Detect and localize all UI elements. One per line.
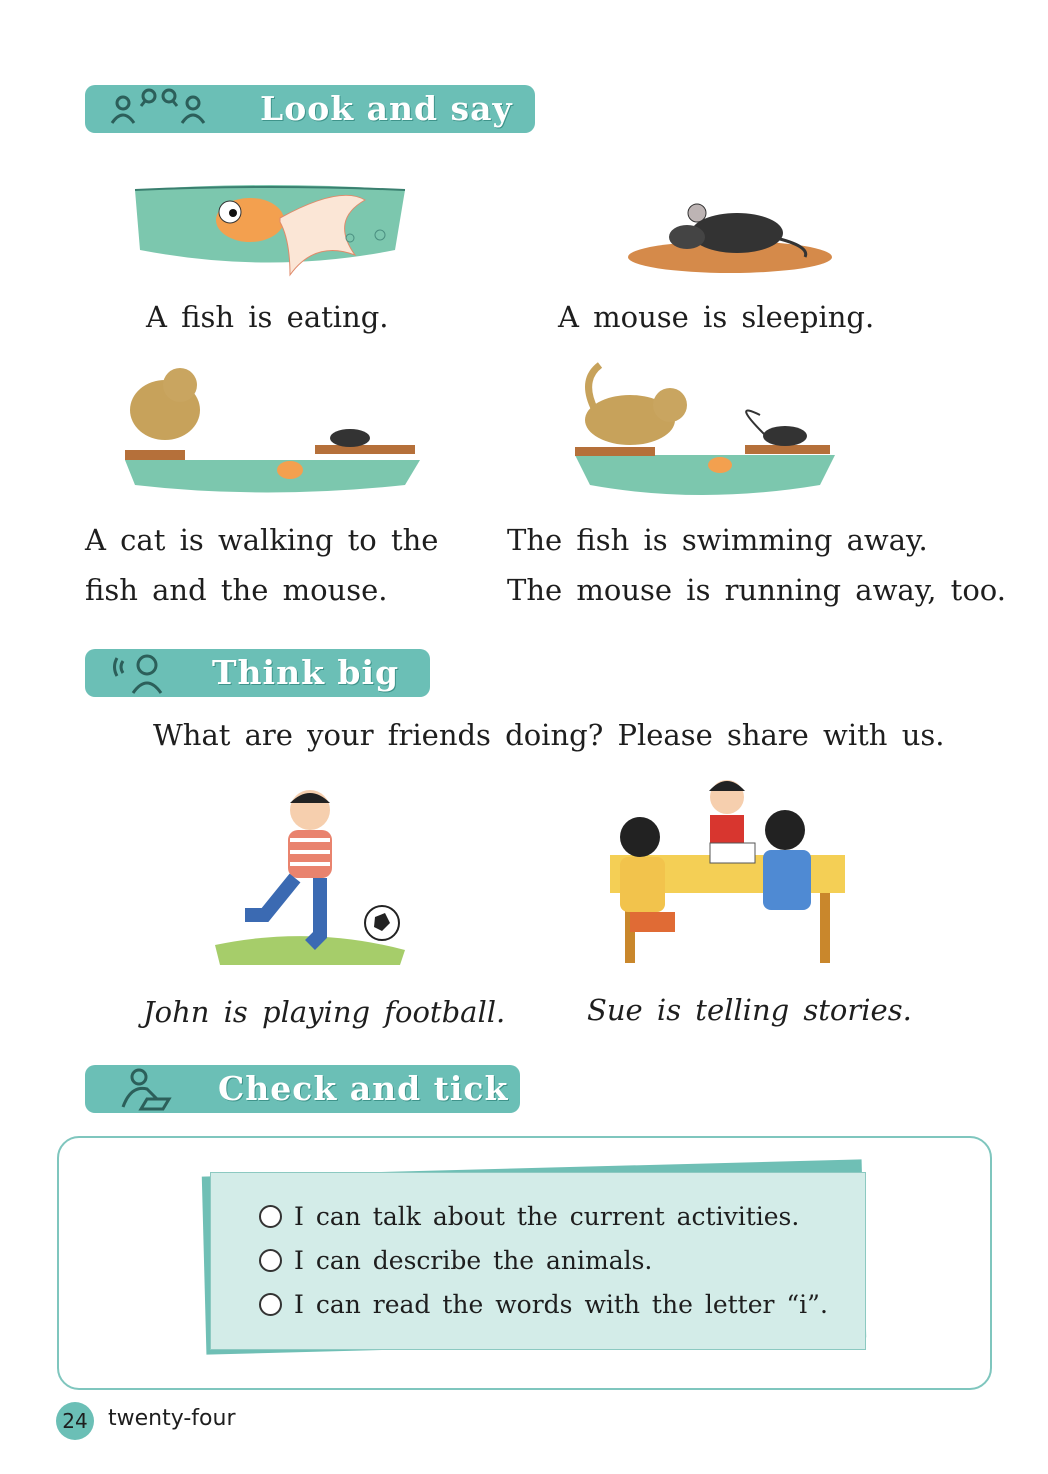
banner-title: Think big [212, 653, 400, 692]
mouse-sleeping-illustration [625, 195, 835, 279]
away-caption-line1: The fish is swimming away. [507, 523, 928, 557]
banner-title: Look and say [260, 89, 513, 128]
people-talking-icon [109, 87, 209, 133]
page-number: 24 [56, 1402, 94, 1440]
checkbox-circle-icon[interactable] [259, 1293, 282, 1316]
sue-caption: Sue is telling stories. [587, 993, 912, 1027]
animals-running-away-illustration [570, 360, 840, 509]
check-item[interactable] [259, 1290, 828, 1319]
boy-playing-football-illustration [210, 785, 410, 974]
check-and-tick-banner [85, 1065, 520, 1113]
checkbox-circle-icon[interactable] [259, 1249, 282, 1272]
check-item[interactable] [259, 1246, 652, 1275]
cat-caption-line1: A cat is walking to the [85, 523, 439, 557]
think-big-prompt: What are your friends doing? Please share with us. [153, 718, 945, 752]
thinking-person-icon [113, 651, 173, 699]
john-caption: John is playing football. [143, 995, 506, 1029]
check-item-label: I can read the words with the letter “i”. [294, 1290, 828, 1319]
check-item-label: I can talk about the current activities. [294, 1202, 800, 1231]
fish-eating-caption: A fish is eating. [146, 300, 389, 334]
checklist-card [210, 1172, 866, 1350]
look-and-say-banner [85, 85, 535, 133]
fish-eating-illustration [130, 180, 410, 294]
page-number-words: twenty-four [108, 1406, 236, 1431]
mouse-sleeping-caption: A mouse is sleeping. [558, 300, 875, 334]
cat-walking-illustration [115, 365, 425, 504]
check-item[interactable] [259, 1202, 799, 1231]
cat-caption-line2: fish and the mouse. [85, 573, 388, 607]
girl-telling-stories-illustration [605, 775, 850, 979]
person-writing-icon [111, 1067, 175, 1115]
banner-title: Check and tick [218, 1069, 509, 1108]
think-big-banner [85, 649, 430, 697]
away-caption-line2: The mouse is running away, too. [507, 573, 1006, 607]
check-item-label: I can describe the animals. [294, 1246, 653, 1275]
checkbox-circle-icon[interactable] [259, 1205, 282, 1228]
